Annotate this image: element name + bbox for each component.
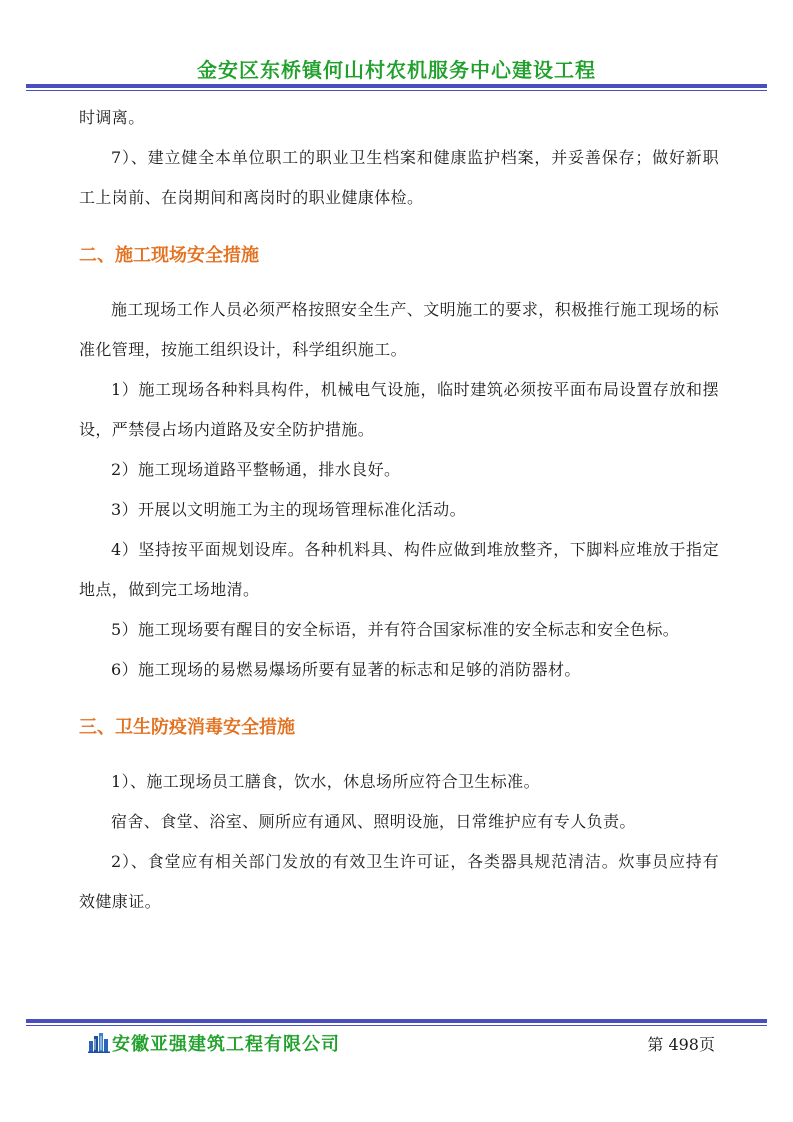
paragraph: 1）施工现场各种料具构件，机械电气设施，临时建筑必须按平面布局设置存放和摆设，严禁侵占场内道路及安全防护措施。 [79,380,719,439]
paragraph: 2）施工现场道路平整畅通，排水良好。 [111,460,401,479]
header-rule-thick [26,84,767,88]
paragraph: 4）坚持按平面规划设库。各种机料具、构件应做到堆放整齐，下脚料应堆放于指定地点，做到完工场地清。 [79,540,719,599]
footer-rule-thick [26,1019,767,1023]
footer-rule-thin [26,1025,767,1026]
paragraph: 3）开展以文明施工为主的现场管理标准化活动。 [111,500,466,519]
paragraph: 时调离。 [79,108,145,127]
document-body [79,98,719,922]
paragraph: 6）施工现场的易燃易爆场所要有显著的标志和足够的消防器材。 [111,660,581,679]
header-rule-thin [26,90,767,91]
paragraph: 宿舍、食堂、浴室、厕所应有通风、照明设施，日常维护应有专人负责。 [111,812,636,831]
paragraph: 施工现场工作人员必须严格按照安全生产、文明施工的要求，积极推行施工现场的标准化管理，按施工组织设计，科学组织施工。 [79,300,719,359]
paragraph: 7）、建立健全本单位职工的职业卫生档案和健康监护档案，并妥善保存；做好新职工上岗前、在岗期间和离岗时的职业健康体检。 [79,148,719,207]
page-header-title: 金安区东桥镇何山村农机服务中心建设工程 [197,58,596,82]
section-heading-2: 二、施工现场安全措施 [79,245,259,266]
paragraph: 5）施工现场要有醒目的安全标语，并有符合国家标准的安全标志和安全色标。 [111,620,680,639]
paragraph: 2）、食堂应有相关部门发放的有效卫生许可证，各类器具规范清洁。炊事员应持有效健康证。 [79,852,719,911]
paragraph: 1）、施工现场员工膳食，饮水，休息场所应符合卫生标准。 [111,772,540,791]
section-heading-3: 三、卫生防疫消毒安全措施 [79,717,295,738]
building-logo-icon [88,1033,110,1053]
footer-company-name: 安徽亚强建筑工程有限公司 [112,1034,340,1055]
page-number: 第 498页 [647,1035,715,1054]
